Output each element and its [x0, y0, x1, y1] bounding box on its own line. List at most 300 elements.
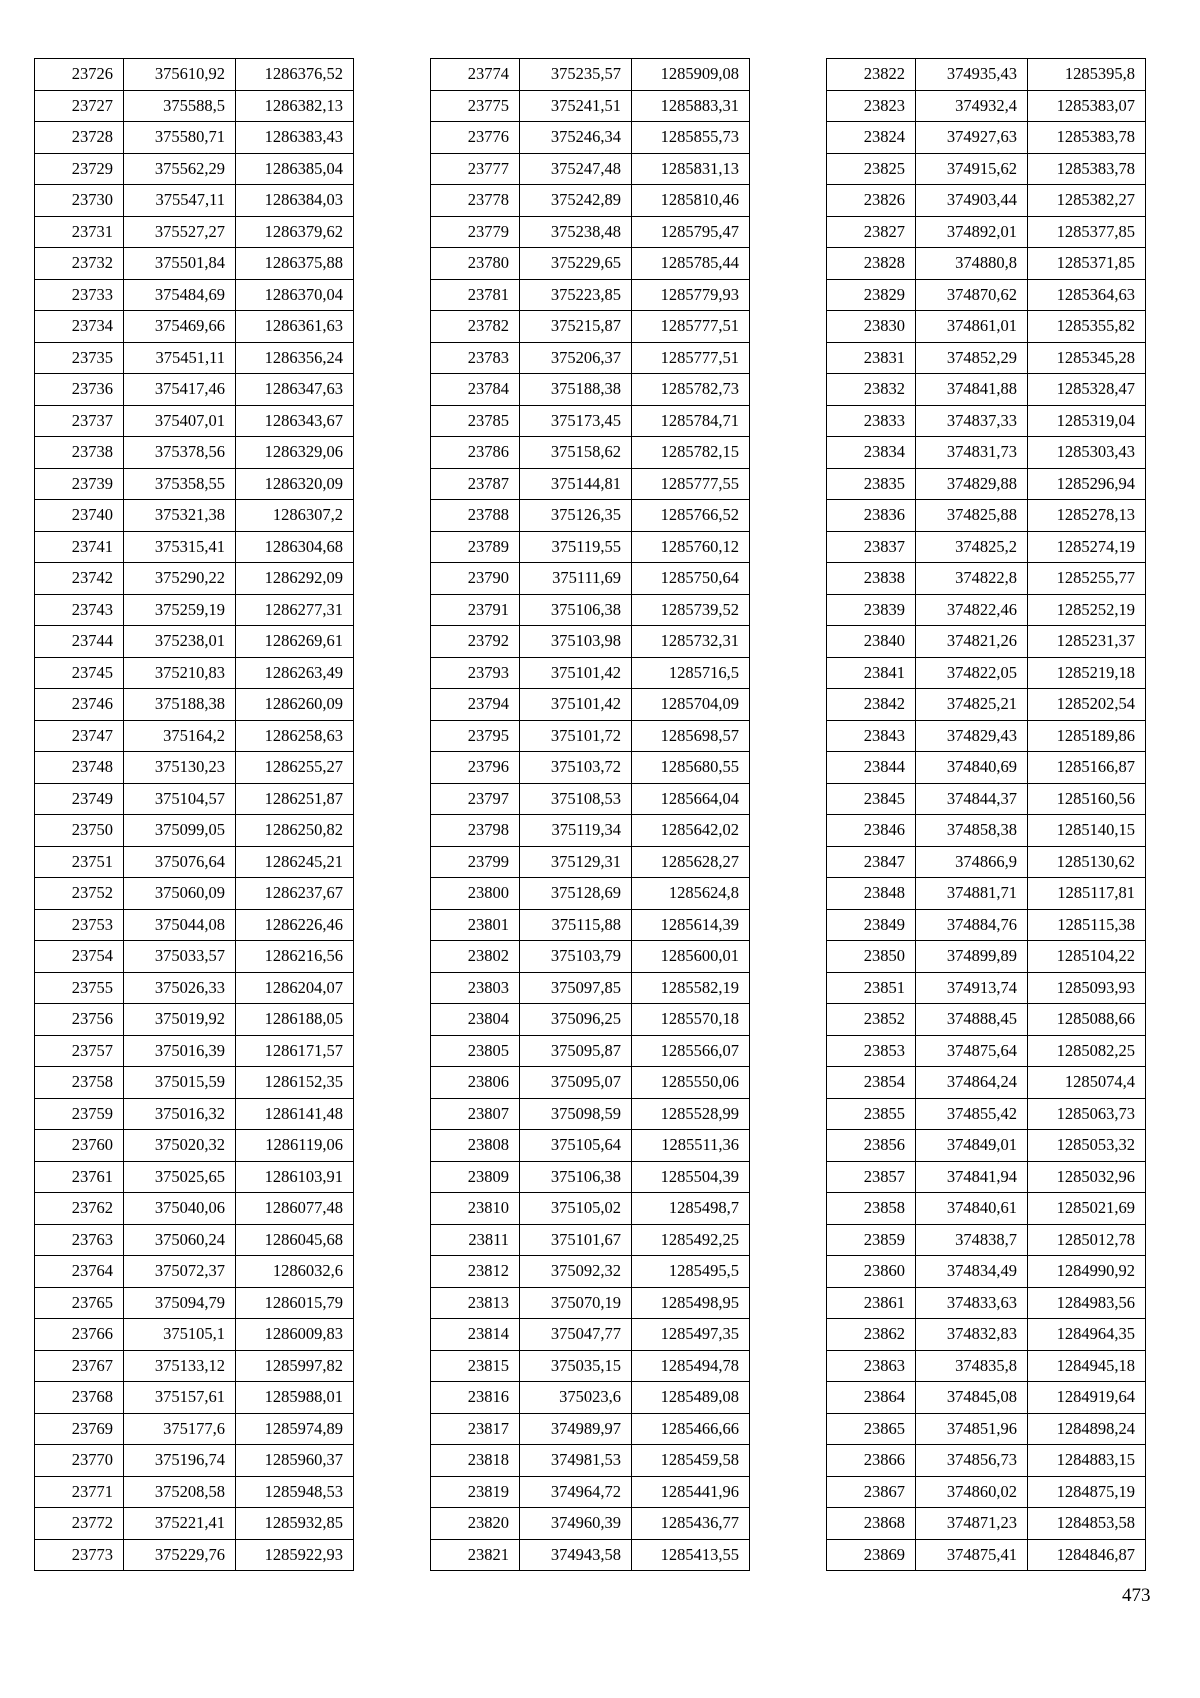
x-coordinate-cell: 374903,44: [916, 185, 1028, 217]
table-row: [431, 531, 750, 563]
y-coordinate-cell: 1285504,39: [632, 1161, 750, 1193]
point-number-cell: 23762: [35, 1193, 124, 1225]
y-coordinate-cell: 1286258,63: [236, 720, 354, 752]
x-coordinate-cell: 375469,66: [124, 311, 236, 343]
point-number-cell: 23824: [827, 122, 916, 154]
table-row: [827, 311, 1146, 343]
point-number-cell: 23756: [35, 1004, 124, 1036]
point-number-cell: 23742: [35, 563, 124, 595]
y-coordinate-cell: 1285383,07: [1028, 90, 1146, 122]
table-row: [35, 1067, 354, 1099]
point-number-cell: 23777: [431, 153, 520, 185]
x-coordinate-cell: 374981,53: [520, 1445, 632, 1477]
point-number-cell: 23746: [35, 689, 124, 721]
y-coordinate-cell: 1286329,06: [236, 437, 354, 469]
point-number-cell: 23734: [35, 311, 124, 343]
y-coordinate-cell: 1285492,25: [632, 1224, 750, 1256]
x-coordinate-cell: 374989,97: [520, 1413, 632, 1445]
x-coordinate-cell: 375378,56: [124, 437, 236, 469]
point-number-cell: 23729: [35, 153, 124, 185]
x-coordinate-cell: 375158,62: [520, 437, 632, 469]
x-coordinate-cell: 375246,34: [520, 122, 632, 154]
page-number: 473: [1122, 1585, 1151, 1606]
table-row: [431, 1004, 750, 1036]
table-row: [35, 1508, 354, 1540]
y-coordinate-cell: 1285189,86: [1028, 720, 1146, 752]
y-coordinate-cell: 1284919,64: [1028, 1382, 1146, 1414]
x-coordinate-cell: 375104,57: [124, 783, 236, 815]
table-row: [827, 878, 1146, 910]
table-row: [827, 405, 1146, 437]
y-coordinate-cell: 1285570,18: [632, 1004, 750, 1036]
point-number-cell: 23760: [35, 1130, 124, 1162]
point-number-cell: 23819: [431, 1476, 520, 1508]
coordinate-table-1: [34, 58, 354, 1571]
table-row: [431, 342, 750, 374]
y-coordinate-cell: 1285413,55: [632, 1539, 750, 1571]
table-row: [431, 216, 750, 248]
point-number-cell: 23847: [827, 846, 916, 878]
x-coordinate-cell: 375103,72: [520, 752, 632, 784]
y-coordinate-cell: 1286255,27: [236, 752, 354, 784]
table-row: [431, 1319, 750, 1351]
x-coordinate-cell: 375105,1: [124, 1319, 236, 1351]
table-row: [431, 846, 750, 878]
point-number-cell: 23835: [827, 468, 916, 500]
y-coordinate-cell: 1285922,93: [236, 1539, 354, 1571]
x-coordinate-cell: 375157,61: [124, 1382, 236, 1414]
table-row: [827, 216, 1146, 248]
point-number-cell: 23857: [827, 1161, 916, 1193]
x-coordinate-cell: 375044,08: [124, 909, 236, 941]
x-coordinate-cell: 375206,37: [520, 342, 632, 374]
x-coordinate-cell: 375247,48: [520, 153, 632, 185]
y-coordinate-cell: 1285053,32: [1028, 1130, 1146, 1162]
point-number-cell: 23745: [35, 657, 124, 689]
point-number-cell: 23732: [35, 248, 124, 280]
y-coordinate-cell: 1285117,81: [1028, 878, 1146, 910]
x-coordinate-cell: 374913,74: [916, 972, 1028, 1004]
point-number-cell: 23799: [431, 846, 520, 878]
x-coordinate-cell: 374870,62: [916, 279, 1028, 311]
point-number-cell: 23820: [431, 1508, 520, 1540]
table-row: [431, 1224, 750, 1256]
x-coordinate-cell: 375221,41: [124, 1508, 236, 1540]
table-row: [827, 594, 1146, 626]
y-coordinate-cell: 1286032,6: [236, 1256, 354, 1288]
y-coordinate-cell: 1285495,5: [632, 1256, 750, 1288]
y-coordinate-cell: 1286245,21: [236, 846, 354, 878]
table-row: [827, 468, 1146, 500]
table-row: [827, 374, 1146, 406]
point-number-cell: 23785: [431, 405, 520, 437]
x-coordinate-cell: 374943,58: [520, 1539, 632, 1571]
y-coordinate-cell: 1286119,06: [236, 1130, 354, 1162]
y-coordinate-cell: 1285074,4: [1028, 1067, 1146, 1099]
table-row: [35, 878, 354, 910]
table-row: [35, 248, 354, 280]
point-number-cell: 23736: [35, 374, 124, 406]
y-coordinate-cell: 1286237,67: [236, 878, 354, 910]
point-number-cell: 23766: [35, 1319, 124, 1351]
y-coordinate-cell: 1284875,19: [1028, 1476, 1146, 1508]
point-number-cell: 23727: [35, 90, 124, 122]
point-number-cell: 23813: [431, 1287, 520, 1319]
table-row: [35, 1193, 354, 1225]
y-coordinate-cell: 1286015,79: [236, 1287, 354, 1319]
table-row: [431, 752, 750, 784]
table-row: [827, 500, 1146, 532]
y-coordinate-cell: 1285252,19: [1028, 594, 1146, 626]
x-coordinate-cell: 375070,19: [520, 1287, 632, 1319]
table-row: [431, 468, 750, 500]
y-coordinate-cell: 1286292,09: [236, 563, 354, 595]
point-number-cell: 23761: [35, 1161, 124, 1193]
x-coordinate-cell: 375097,85: [520, 972, 632, 1004]
y-coordinate-cell: 1285777,51: [632, 342, 750, 374]
table-row: [35, 216, 354, 248]
point-number-cell: 23737: [35, 405, 124, 437]
x-coordinate-cell: 375103,79: [520, 941, 632, 973]
y-coordinate-cell: 1285160,56: [1028, 783, 1146, 815]
table-row: [35, 342, 354, 374]
y-coordinate-cell: 1285680,55: [632, 752, 750, 784]
point-number-cell: 23848: [827, 878, 916, 910]
table-row: [827, 122, 1146, 154]
table-row: [35, 1539, 354, 1571]
table-row: [827, 563, 1146, 595]
y-coordinate-cell: 1284964,35: [1028, 1319, 1146, 1351]
x-coordinate-cell: 374888,45: [916, 1004, 1028, 1036]
table-row: [35, 122, 354, 154]
table-row: [431, 941, 750, 973]
table-row: [827, 1098, 1146, 1130]
y-coordinate-cell: 1286171,57: [236, 1035, 354, 1067]
x-coordinate-cell: 375108,53: [520, 783, 632, 815]
table-row: [35, 752, 354, 784]
point-number-cell: 23807: [431, 1098, 520, 1130]
table-row: [35, 1224, 354, 1256]
y-coordinate-cell: 1285855,73: [632, 122, 750, 154]
table-row: [431, 1161, 750, 1193]
x-coordinate-cell: 375115,88: [520, 909, 632, 941]
x-coordinate-cell: 375238,48: [520, 216, 632, 248]
point-number-cell: 23770: [35, 1445, 124, 1477]
y-coordinate-cell: 1285704,09: [632, 689, 750, 721]
x-coordinate-cell: 375016,32: [124, 1098, 236, 1130]
x-coordinate-cell: 374892,01: [916, 216, 1028, 248]
y-coordinate-cell: 1285988,01: [236, 1382, 354, 1414]
y-coordinate-cell: 1285883,31: [632, 90, 750, 122]
y-coordinate-cell: 1285032,96: [1028, 1161, 1146, 1193]
y-coordinate-cell: 1286382,13: [236, 90, 354, 122]
point-number-cell: 23805: [431, 1035, 520, 1067]
table-row: [431, 1382, 750, 1414]
table-row: [431, 815, 750, 847]
x-coordinate-cell: 375076,64: [124, 846, 236, 878]
x-coordinate-cell: 374852,29: [916, 342, 1028, 374]
y-coordinate-cell: 1285566,07: [632, 1035, 750, 1067]
point-number-cell: 23849: [827, 909, 916, 941]
y-coordinate-cell: 1285377,85: [1028, 216, 1146, 248]
point-number-cell: 23738: [35, 437, 124, 469]
table-row: [35, 279, 354, 311]
x-coordinate-cell: 375188,38: [520, 374, 632, 406]
y-coordinate-cell: 1285303,43: [1028, 437, 1146, 469]
x-coordinate-cell: 374871,23: [916, 1508, 1028, 1540]
point-number-cell: 23816: [431, 1382, 520, 1414]
point-number-cell: 23778: [431, 185, 520, 217]
y-coordinate-cell: 1286188,05: [236, 1004, 354, 1036]
table-row: [431, 122, 750, 154]
x-coordinate-cell: 374861,01: [916, 311, 1028, 343]
table-row: [827, 909, 1146, 941]
table-row: [431, 500, 750, 532]
point-number-cell: 23735: [35, 342, 124, 374]
y-coordinate-cell: 1285642,02: [632, 815, 750, 847]
table-row: [431, 437, 750, 469]
table-row: [35, 846, 354, 878]
table-row: [827, 846, 1146, 878]
point-number-cell: 23765: [35, 1287, 124, 1319]
y-coordinate-cell: 1285739,52: [632, 594, 750, 626]
table-row: [827, 1319, 1146, 1351]
point-number-cell: 23791: [431, 594, 520, 626]
point-number-cell: 23802: [431, 941, 520, 973]
table-row: [827, 248, 1146, 280]
x-coordinate-cell: 375484,69: [124, 279, 236, 311]
y-coordinate-cell: 1285777,51: [632, 311, 750, 343]
point-number-cell: 23758: [35, 1067, 124, 1099]
table-row: [35, 1445, 354, 1477]
y-coordinate-cell: 1286383,43: [236, 122, 354, 154]
y-coordinate-cell: 1286009,83: [236, 1319, 354, 1351]
table-row: [431, 59, 750, 91]
point-number-cell: 23772: [35, 1508, 124, 1540]
y-coordinate-cell: 1286277,31: [236, 594, 354, 626]
x-coordinate-cell: 375020,32: [124, 1130, 236, 1162]
y-coordinate-cell: 1285436,77: [632, 1508, 750, 1540]
y-coordinate-cell: 1286347,63: [236, 374, 354, 406]
point-number-cell: 23825: [827, 153, 916, 185]
x-coordinate-cell: 375126,35: [520, 500, 632, 532]
x-coordinate-cell: 375019,92: [124, 1004, 236, 1036]
point-number-cell: 23863: [827, 1350, 916, 1382]
point-number-cell: 23834: [827, 437, 916, 469]
point-number-cell: 23851: [827, 972, 916, 1004]
table-row: [827, 153, 1146, 185]
x-coordinate-cell: 375358,55: [124, 468, 236, 500]
x-coordinate-cell: 375098,59: [520, 1098, 632, 1130]
x-coordinate-cell: 375026,33: [124, 972, 236, 1004]
x-coordinate-cell: 374960,39: [520, 1508, 632, 1540]
table-row: [35, 1287, 354, 1319]
y-coordinate-cell: 1286385,04: [236, 153, 354, 185]
y-coordinate-cell: 1285255,77: [1028, 563, 1146, 595]
table-row: [431, 1539, 750, 1571]
x-coordinate-cell: 375229,76: [124, 1539, 236, 1571]
point-number-cell: 23862: [827, 1319, 916, 1351]
x-coordinate-cell: 374915,62: [916, 153, 1028, 185]
point-number-cell: 23739: [35, 468, 124, 500]
x-coordinate-cell: 374835,8: [916, 1350, 1028, 1382]
y-coordinate-cell: 1285732,31: [632, 626, 750, 658]
x-coordinate-cell: 374884,76: [916, 909, 1028, 941]
y-coordinate-cell: 1285760,12: [632, 531, 750, 563]
point-number-cell: 23858: [827, 1193, 916, 1225]
x-coordinate-cell: 374821,26: [916, 626, 1028, 658]
coordinate-table-2: [430, 58, 750, 1571]
y-coordinate-cell: 1286251,87: [236, 783, 354, 815]
x-coordinate-cell: 375105,64: [520, 1130, 632, 1162]
x-coordinate-cell: 374829,43: [916, 720, 1028, 752]
x-coordinate-cell: 375096,25: [520, 1004, 632, 1036]
point-number-cell: 23833: [827, 405, 916, 437]
x-coordinate-cell: 374858,38: [916, 815, 1028, 847]
x-coordinate-cell: 375208,58: [124, 1476, 236, 1508]
x-coordinate-cell: 375111,69: [520, 563, 632, 595]
y-coordinate-cell: 1285550,06: [632, 1067, 750, 1099]
x-coordinate-cell: 375101,67: [520, 1224, 632, 1256]
point-number-cell: 23837: [827, 531, 916, 563]
table-row: [827, 815, 1146, 847]
table-row: [827, 1413, 1146, 1445]
table-row: [827, 90, 1146, 122]
table-row: [431, 185, 750, 217]
y-coordinate-cell: 1284983,56: [1028, 1287, 1146, 1319]
point-number-cell: 23855: [827, 1098, 916, 1130]
y-coordinate-cell: 1286304,68: [236, 531, 354, 563]
y-coordinate-cell: 1285766,52: [632, 500, 750, 532]
point-number-cell: 23781: [431, 279, 520, 311]
point-number-cell: 23788: [431, 500, 520, 532]
x-coordinate-cell: 375210,83: [124, 657, 236, 689]
x-coordinate-cell: 374832,83: [916, 1319, 1028, 1351]
y-coordinate-cell: 1285383,78: [1028, 153, 1146, 185]
table-row: [431, 279, 750, 311]
y-coordinate-cell: 1285278,13: [1028, 500, 1146, 532]
point-number-cell: 23784: [431, 374, 520, 406]
point-number-cell: 23751: [35, 846, 124, 878]
table-row: [827, 1350, 1146, 1382]
y-coordinate-cell: 1285319,04: [1028, 405, 1146, 437]
table-row: [827, 279, 1146, 311]
x-coordinate-cell: 374875,41: [916, 1539, 1028, 1571]
y-coordinate-cell: 1285231,37: [1028, 626, 1146, 658]
point-number-cell: 23783: [431, 342, 520, 374]
y-coordinate-cell: 1285459,58: [632, 1445, 750, 1477]
point-number-cell: 23741: [35, 531, 124, 563]
table-row: [827, 1224, 1146, 1256]
y-coordinate-cell: 1285664,04: [632, 783, 750, 815]
table-row: [35, 689, 354, 721]
point-number-cell: 23840: [827, 626, 916, 658]
point-number-cell: 23850: [827, 941, 916, 973]
y-coordinate-cell: 1285382,27: [1028, 185, 1146, 217]
y-coordinate-cell: 1285782,15: [632, 437, 750, 469]
y-coordinate-cell: 1286370,04: [236, 279, 354, 311]
point-number-cell: 23764: [35, 1256, 124, 1288]
x-coordinate-cell: 374844,37: [916, 783, 1028, 815]
y-coordinate-cell: 1286375,88: [236, 248, 354, 280]
y-coordinate-cell: 1286204,07: [236, 972, 354, 1004]
x-coordinate-cell: 375092,32: [520, 1256, 632, 1288]
table-row: [35, 563, 354, 595]
y-coordinate-cell: 1286320,09: [236, 468, 354, 500]
table-row: [35, 941, 354, 973]
table-row: [827, 1476, 1146, 1508]
x-coordinate-cell: 375130,23: [124, 752, 236, 784]
y-coordinate-cell: 1285628,27: [632, 846, 750, 878]
x-coordinate-cell: 375101,72: [520, 720, 632, 752]
y-coordinate-cell: 1285960,37: [236, 1445, 354, 1477]
x-coordinate-cell: 375173,45: [520, 405, 632, 437]
point-number-cell: 23831: [827, 342, 916, 374]
table-row: [431, 405, 750, 437]
table-row: [35, 405, 354, 437]
point-number-cell: 23804: [431, 1004, 520, 1036]
table-row: [431, 1067, 750, 1099]
point-number-cell: 23815: [431, 1350, 520, 1382]
y-coordinate-cell: 1285088,66: [1028, 1004, 1146, 1036]
y-coordinate-cell: 1284990,92: [1028, 1256, 1146, 1288]
table-row: [431, 1445, 750, 1477]
x-coordinate-cell: 375451,11: [124, 342, 236, 374]
y-coordinate-cell: 1285948,53: [236, 1476, 354, 1508]
point-number-cell: 23826: [827, 185, 916, 217]
x-coordinate-cell: 374864,24: [916, 1067, 1028, 1099]
y-coordinate-cell: 1285104,22: [1028, 941, 1146, 973]
table-row: [827, 689, 1146, 721]
x-coordinate-cell: 374841,88: [916, 374, 1028, 406]
y-coordinate-cell: 1285600,01: [632, 941, 750, 973]
table-row: [35, 1319, 354, 1351]
table-row: [827, 941, 1146, 973]
table-row: [35, 1476, 354, 1508]
x-coordinate-cell: 375103,98: [520, 626, 632, 658]
point-number-cell: 23790: [431, 563, 520, 595]
point-number-cell: 23844: [827, 752, 916, 784]
table-row: [827, 1508, 1146, 1540]
table-row: [827, 1287, 1146, 1319]
y-coordinate-cell: 1285355,82: [1028, 311, 1146, 343]
y-coordinate-cell: 1286077,48: [236, 1193, 354, 1225]
point-number-cell: 23810: [431, 1193, 520, 1225]
y-coordinate-cell: 1285489,08: [632, 1382, 750, 1414]
y-coordinate-cell: 1286250,82: [236, 815, 354, 847]
table-row: [431, 248, 750, 280]
point-number-cell: 23853: [827, 1035, 916, 1067]
x-coordinate-cell: 375015,59: [124, 1067, 236, 1099]
y-coordinate-cell: 1285932,85: [236, 1508, 354, 1540]
table-row: [431, 626, 750, 658]
y-coordinate-cell: 1286260,09: [236, 689, 354, 721]
y-coordinate-cell: 1285494,78: [632, 1350, 750, 1382]
table-row: [827, 1445, 1146, 1477]
table-row: [827, 342, 1146, 374]
table-row: [431, 1287, 750, 1319]
x-coordinate-cell: 375235,57: [520, 59, 632, 91]
table-row: [35, 594, 354, 626]
point-number-cell: 23759: [35, 1098, 124, 1130]
point-number-cell: 23861: [827, 1287, 916, 1319]
y-coordinate-cell: 1285296,94: [1028, 468, 1146, 500]
table-row: [35, 972, 354, 1004]
x-coordinate-cell: 375164,2: [124, 720, 236, 752]
table-row: [431, 90, 750, 122]
table-row: [827, 972, 1146, 1004]
point-number-cell: 23828: [827, 248, 916, 280]
